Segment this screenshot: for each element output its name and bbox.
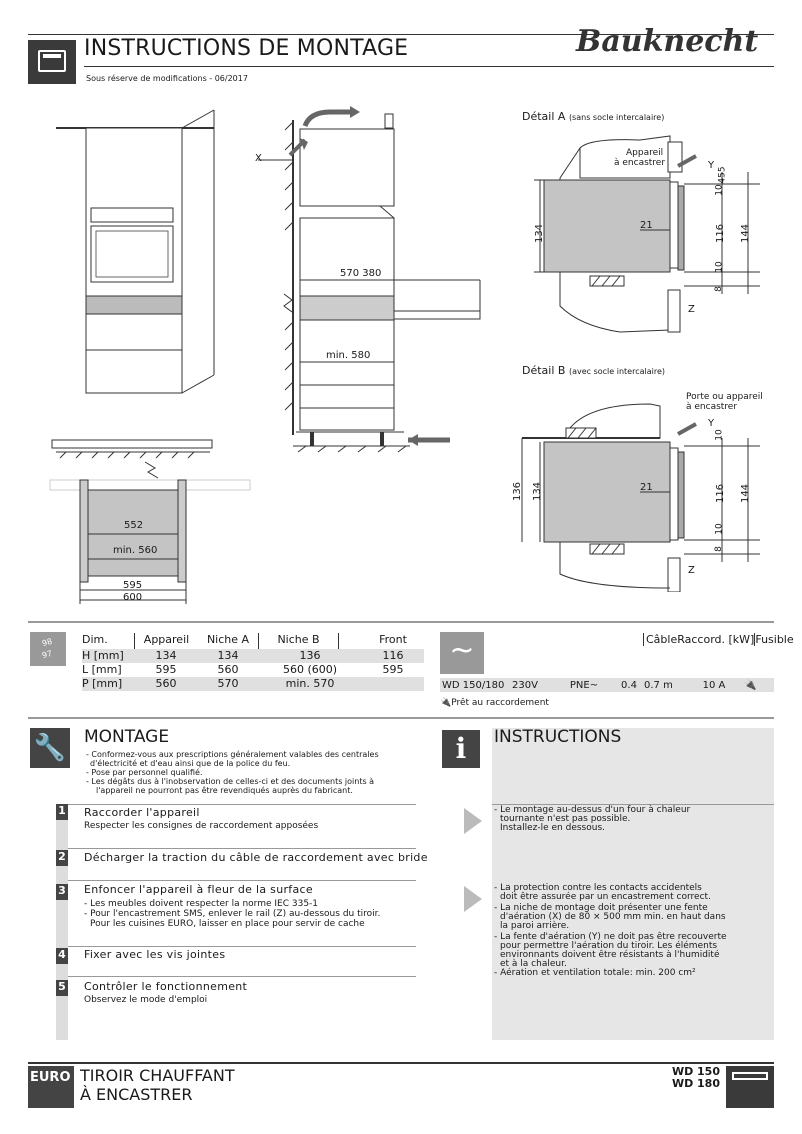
label-134-b: 134 bbox=[532, 481, 544, 502]
step-5-rule bbox=[68, 976, 416, 977]
ruler-icon: 98 97 bbox=[30, 632, 66, 666]
label-a-encastrer-a: à encastrer bbox=[614, 158, 666, 168]
step-1-title: Raccorder l'appareil bbox=[84, 806, 200, 819]
label-z-b: Z bbox=[688, 565, 695, 576]
ready-note: 🔌Prêt au raccordement bbox=[440, 698, 549, 708]
label-y-a: Y bbox=[708, 160, 715, 171]
steps-sidebar bbox=[56, 804, 68, 1040]
elec-header: CâbleRaccord. [kW]Fusible bbox=[643, 633, 794, 646]
installation-diagram bbox=[0, 100, 500, 610]
plug-icon-small: 🔌 bbox=[440, 698, 452, 708]
label-136-b: 136 bbox=[512, 481, 524, 502]
label-595: 595 bbox=[123, 580, 143, 591]
step-3-body: - Les meubles doivent respecter la norme IEC 335-1 - Pour l'encastrement SMS, enlever le rail (Z) au-dessous du tiroir. Pour les cuisines EURO, laisser en place pour servir de cache bbox=[84, 899, 381, 929]
power-icon: ~ bbox=[440, 632, 484, 674]
wrench-icon: 🔧 bbox=[30, 728, 70, 768]
label-10-top-a: 10 bbox=[714, 184, 725, 196]
step-4-number: 4 bbox=[56, 948, 68, 964]
step-2-number: 2 bbox=[56, 850, 68, 866]
step-2-title: Décharger la traction du câble de raccordement avec bride bbox=[84, 851, 428, 864]
instructions-block-2: - La protection contre les contacts accidentels doit être assurée par un encastrement correct. - La niche de montage doit présenter une fente d'aération (X) de 80 × 500 mm min. en haut dans la paroi arrière. - La fente d'aération (Y) ne doit pas être recouverte pour permettre l'aération du tiroir. Les éléments environnants doivent être résistants à l'humidité et à la chaleur. - Aération et ventilation totale: min. 200 cm² bbox=[494, 883, 727, 978]
label-10-bottom-a: 10 bbox=[714, 261, 725, 273]
step-2-rule bbox=[68, 848, 416, 849]
brand-logo: Bauknecht bbox=[576, 24, 759, 59]
step-1-body: Respecter les consignes de raccordement apposées bbox=[84, 821, 319, 831]
label-z-a: Z bbox=[688, 304, 695, 315]
oven-logo-icon bbox=[28, 40, 76, 84]
label-116-b: 116 bbox=[715, 483, 727, 504]
plug-icon: 🔌 bbox=[744, 679, 757, 691]
step-1-number: 1 bbox=[56, 804, 68, 820]
footer-rule bbox=[28, 1062, 774, 1064]
info-icon: i bbox=[442, 730, 480, 768]
label-a-encastrer-b: à encastrer bbox=[686, 402, 738, 412]
arrow-right-icon-2 bbox=[464, 886, 482, 912]
label-10-top-b: 10 bbox=[714, 429, 725, 441]
model-numbers: WD 150 WD 180 bbox=[671, 1065, 720, 1090]
instructions-block-1: - Le montage au-dessus d'un four à chaleur tournante n'est pas possible. Installez-le en dessous. bbox=[494, 805, 691, 833]
label-min-580: min. 580 bbox=[326, 350, 371, 361]
elec-row: WD 150/180 230V PNE~ 0.4 0.7 m 10 A 🔌 bbox=[440, 678, 774, 692]
detail-b-title: Détail B (avec socle intercalaire) bbox=[522, 364, 665, 377]
product-name: TIROIR CHAUFFANT À ENCASTRER bbox=[80, 1066, 235, 1104]
label-552: 552 bbox=[124, 520, 144, 531]
page-subtitle: Sous réserve de modifications - 06/2017 bbox=[86, 74, 248, 83]
montage-notes: - Conformez-vous aux prescriptions généralement valables des centrales d'électricité et d'eau ainsi que de la police du feu. - Pose par personnel qualifié. - Les dégâts dus à l'inobservation de celles-ci et des documents joints à l'appareil ne pourront pas être revendiqués auprès du fabricant. bbox=[86, 750, 379, 795]
header-rule bbox=[84, 66, 774, 67]
step-3-number: 3 bbox=[56, 884, 68, 900]
label-8-a: 8 bbox=[713, 286, 724, 292]
arrow-right-icon bbox=[464, 808, 482, 834]
drawer-icon bbox=[726, 1066, 774, 1108]
label-116-a: 116 bbox=[715, 223, 727, 244]
page-title: INSTRUCTIONS DE MONTAGE bbox=[84, 36, 409, 61]
label-144-a: 144 bbox=[740, 223, 752, 244]
label-455-a: 455 bbox=[717, 166, 728, 184]
section-divider bbox=[28, 621, 774, 623]
label-x: X bbox=[255, 153, 262, 164]
step-5-body: Observez le mode d'emploi bbox=[84, 995, 208, 1005]
step-3-title: Enfoncer l'appareil à fleur de la surface bbox=[84, 883, 313, 896]
step-4-title: Fixer avec les vis jointes bbox=[84, 948, 226, 961]
label-144-b: 144 bbox=[740, 483, 752, 504]
step-1-rule bbox=[68, 804, 416, 805]
instructions-title: INSTRUCTIONS bbox=[494, 727, 622, 747]
label-min-560: min. 560 bbox=[113, 545, 158, 556]
label-y-b: Y bbox=[708, 418, 715, 429]
step-5-number: 5 bbox=[56, 980, 68, 996]
step-4-rule bbox=[68, 946, 416, 947]
montage-title: MONTAGE bbox=[84, 727, 170, 747]
step-5-title: Contrôler le fonctionnement bbox=[84, 980, 248, 993]
label-10-bottom-b: 10 bbox=[714, 523, 725, 535]
label-porte: Porte ou appareil bbox=[686, 392, 763, 402]
label-21-a: 21 bbox=[640, 220, 653, 231]
label-134-a: 134 bbox=[534, 223, 546, 244]
label-570-380: 570 380 bbox=[340, 268, 382, 279]
label-appareil: Appareil bbox=[626, 148, 664, 158]
step-3-rule bbox=[68, 880, 416, 881]
label-8-b: 8 bbox=[713, 546, 724, 552]
euro-badge: EURO bbox=[28, 1066, 74, 1108]
dimensions-table: Dim. Appareil Niche A Niche B Front H [mm] 134 134 136 116 L [mm] 595 560 560 (600) 595 P [mm] 560 570 min. 570 bbox=[82, 633, 424, 691]
label-600: 600 bbox=[123, 592, 143, 603]
section-divider-2 bbox=[28, 717, 774, 719]
detail-a-title: Détail A (sans socle intercalaire) bbox=[522, 110, 665, 123]
label-21-b: 21 bbox=[640, 482, 653, 493]
